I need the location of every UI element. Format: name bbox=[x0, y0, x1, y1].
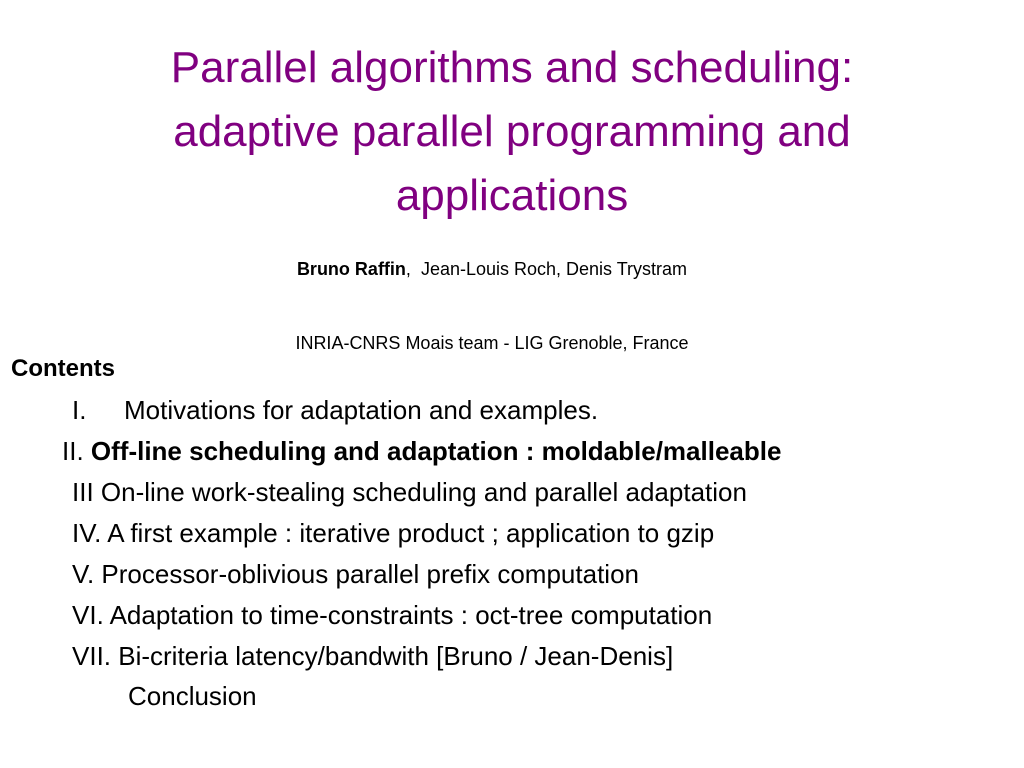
contents-item-text: VII. Bi-criteria latency/bandwith [Bruno / Jean-Denis] bbox=[72, 641, 674, 671]
lead-author: Bruno Raffin bbox=[296, 259, 406, 279]
contents-item-text: Motivations for adaptation and examples. bbox=[124, 395, 599, 425]
contents-item-7 bbox=[72, 640, 673, 672]
contents-item-text: IV. A first example : iterative product ; application to gzip bbox=[72, 518, 715, 548]
contents-item-text: VI. Adaptation to time-constraints : oct-tree computation bbox=[72, 600, 713, 630]
affiliation: INRIA-CNRS Moais team - LIG Grenoble, France bbox=[295, 333, 689, 353]
authors-line bbox=[0, 257, 984, 281]
contents-item-text: III On-line work-stealing scheduling and parallel adaptation bbox=[72, 477, 747, 507]
contents-heading: Contents bbox=[11, 355, 115, 382]
contents-item-3 bbox=[72, 476, 747, 508]
co-authors: Jean-Louis Roch, Denis Trystram bbox=[420, 259, 688, 279]
contents-item-4 bbox=[72, 517, 714, 549]
title-line-3: applications bbox=[395, 171, 629, 220]
contents-item-number: II. bbox=[62, 436, 84, 466]
contents-item-1 bbox=[72, 394, 598, 426]
contents-item-8 bbox=[128, 680, 257, 712]
slide-title bbox=[20, 36, 1004, 228]
contents-item-5 bbox=[72, 558, 639, 590]
title-line-1: Parallel algorithms and scheduling: bbox=[170, 43, 854, 92]
contents-item-text: Off-line scheduling and adaptation : moldable/malleable bbox=[90, 436, 782, 466]
contents-item-text: V. Processor-oblivious parallel prefix computation bbox=[72, 559, 639, 589]
contents-item-2 bbox=[62, 435, 781, 467]
contents-item-number: I. bbox=[72, 395, 87, 425]
contents-item-text: Conclusion bbox=[128, 681, 257, 711]
title-line-2: adaptive parallel programming and bbox=[173, 107, 851, 156]
author-separator: , bbox=[405, 259, 411, 279]
contents-item-6 bbox=[72, 599, 712, 631]
